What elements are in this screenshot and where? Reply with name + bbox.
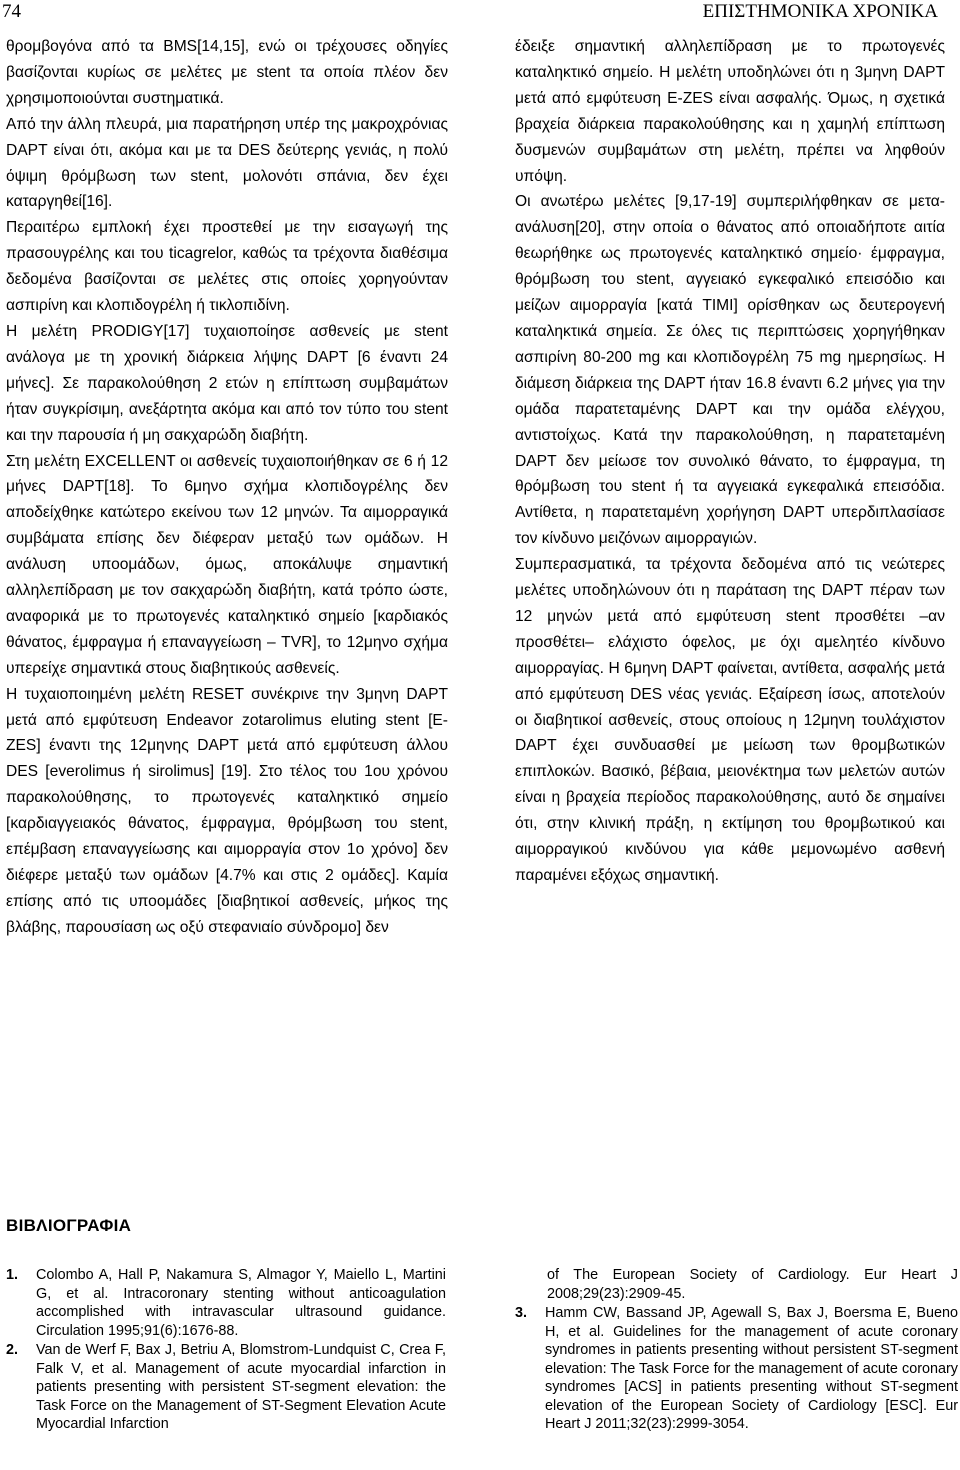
paragraph: Στη μελέτη EXCELLENT οι ασθενείς τυχαιοποιήθηκαν σε 6 ή 12 μήνες DAPT[18]. Το 6μηνο σχήμα κλοπιδογρέλης δεν αποδείχθηκε κατώτερο εκείνου των 12 μηνών. Τα αιμορραγικά συμβάματα επίσης δεν διέφεραν μεταξύ των ομάδων. Η ανάλυση υποομάδων, όμως, αποκάλυψε σημαντική αλληλεπίδραση με τον σακχαρώδη διαβήτη, κατά τρόπο ώστε, αναφορικά με το πρωτογενές καταληκτικό σημείο [καρδιακός θάνατος, έμφραγμα ή επαναγγείωση – TVR], το 12μηνο σχήμα υπερείχε σημαντικά στους διαβητικούς ασθενείς.: [6, 452, 448, 677]
paragraph: Η μελέτη PRODIGY[17] τυχαιοποίησε ασθενείς με stent ανάλογα με τη χρονική διάρκεια λήψης DAPT [6 έναντι 24 μήνες]. Σε παρακολούθηση 2 ετών η επίπτωση συμβαμάτων ήταν συγκρίσιμη, ανεξάρτητα ακόμα και από τον τύπο του stent και την παρουσία ή μη σακχαρώδη διαβήτη.: [6, 322, 448, 444]
page-header: [0, 0, 960, 26]
reference-number: 2.: [6, 1342, 19, 1358]
reference-text: Van de Werf F, Bax J, Betriu A, Blomstrom-Lundquist C, Crea F, Falk V, et al. Management of acute myocardial infarction in patients presenting with persistent ST-segment elevation: the Task Force on the Management of ST-Segment Elevation Acute Myocardial Infarction: [36, 1342, 446, 1432]
paragraph: Από την άλλη πλευρά, μια παρατήρηση υπέρ της μακροχρόνιας DAPT είναι ότι, ακόμα και με τα DES δεύτερης γενιάς, η πολύ όψιμη θρόμβωση των stent, μολονότι σπάνια, δεν έχει καταργηθεί[16].: [6, 115, 448, 211]
reference-item: [6, 1266, 446, 1340]
reference-item-continued: [515, 1266, 958, 1303]
references-right-column: [515, 1266, 958, 1435]
paragraph: Η τυχαιοποιημένη μελέτη RESET συνέκρινε την 3μηνη DAPT μετά από εμφύτευση Endeavor zotarolimus eluting stent [E-ZES] έναντι της 12μηνης DAPT μετά από εμφύτευση άλλου DES [everolimus ή sirolimus] [19]. Στο τέλος του 1ου χρόνου παρακολούθησης, το πρωτογενές καταληκτικό σημείο [καρδιαγγειακός θάνατος, έμφραγμα, θρόμβωση του stent, επέμβαση επαναγγείωσης και αιμορραγία στον 1ο χρόνο] δεν διέφερε μεταξύ των ομάδων [4.7% και στις 2 ομάδες]. Καμία επίσης από τις υποομάδες [διαβητικοί ασθενείς, μήκος της βλάβης, παρουσίαση ως οξύ στεφανιαίο σύνδρομο] δεν: [6, 685, 448, 936]
paragraph: θρομβογόνα από τα BMS[14,15], ενώ οι τρέχουσες οδηγίες βασίζονται κυρίως σε μελέτες με stent τα οποία πλέον δεν χρησιμοποιούνται συστηματικά.: [6, 38, 448, 107]
reference-item: [515, 1304, 958, 1434]
references-heading: ΒΙΒΛΙΟΓΡΑΦΙΑ: [6, 1216, 132, 1235]
reference-number: 1.: [6, 1267, 19, 1283]
paragraph: έδειξε σημαντική αλληλεπίδραση με το πρωτογενές καταληκτικό σημείο. Η μελέτη υποδηλώνει ότι η 3μηνη DAPT μετά από εμφύτευση E-ZES είναι ασφαλής. Όμως, η σχετικά βραχεία διάρκεια παρακολούθησης και η χαμηλή επίπτωση δυσμενών συμβαμάτων στη μελέτη, πρέπει να ληφθούν υπόψη.: [515, 38, 945, 185]
reference-text: Colombo A, Hall P, Nakamura S, Almagor Y, Maiello L, Martini G, et al. Intracoronary stenting without anticoagulation accomplished with intravascular ultrasound guidance. Circulation 1995;91(6):1676-88.: [36, 1267, 446, 1339]
journal-title: ΕΠΙΣΤΗΜΟΝΙΚΑ ΧΡΟΝΙΚΑ: [702, 1, 938, 22]
left-text-column: [6, 34, 448, 941]
right-text-column: [515, 34, 945, 889]
reference-text: of The European Society of Cardiology. Eur Heart J 2008;29(23):2909-45.: [547, 1267, 958, 1302]
page-number: 74: [2, 1, 21, 22]
paragraph: Οι ανωτέρω μελέτες [9,17-19] συμπεριλήφθηκαν σε μετα-ανάλυση[20], στην οποία ο θάνατος από οποιαδήποτε αιτία θεωρήθηκε ως πρωτογενές καταληκτικό σημείο· έμφραγμα, θρόμβωση του stent, αγγειακό εγκεφαλικό επεισόδιο και μείζων αιμορραγία [κατά TIMI] ορίσθηκαν ως δευτερογενή καταληκτικά σημεία. Σε όλες τις περιπτώσεις χορηγήθηκαν ασπιρίνη 80-200 mg και κλοπιδογρέλη 75 mg ημερησίως. Η διάμεση διάρκεια της DAPT ήταν 16.8 έναντι 6.2 μήνες για την ομάδα παρατεταμένης DAPT και την ομάδα ελέγχου, αντιστοίχως. Κατά την παρακολούθηση, η παρατεταμένη DAPT δεν μείωσε τον συνολικό θάνατο, το έμφραγμα, τη θρόμβωση του stent ή τα αγγειακά εγκεφαλικά επεισόδια. Αντίθετα, η παρατεταμένη χορήγηση DAPT υπερδιπλασίασε τον κίνδυνο μειζόνων αιμορραγιών.: [515, 193, 945, 548]
references-left-column: [6, 1266, 446, 1435]
reference-number: 3.: [515, 1305, 528, 1321]
paragraph: Συμπερασματικά, τα τρέχοντα δεδομένα από τις νεώτερες μελέτες υποδηλώνουν ότι η παράταση της DAPT πέραν των 12 μηνών μετά από εμφύτευση stent προσθέτει –αν προσθέτει– ελάχιστο όφελος, με όχι αμελητέο κίνδυνο αιμορραγίας. Η 6μηνη DAPT φαίνεται, αντίθετα, ασφαλής μετά από εμφύτευση DES νέας γενιάς. Εξαίρεση ίσως, αποτελούν οι διαβητικοί ασθενείς, στους οποίους η 12μηνη τουλάχιστον DAPT έχει συνδυασθεί με μείωση των θρομβωτικών επιπλοκών. Βασικό, βέβαια, μειονέκτημα των μελετών αυτών είναι η βραχεία περίοδος παρακολούθησης, αυτό δε σημαίνει ότι, στην κλινική πράξη, η εκτίμηση του θρομβωτικού και αιμορραγικού κινδύνου για κάθε μεμονωμένο ασθενή παραμένει εξόχως σημαντική.: [515, 556, 945, 884]
reference-text: Hamm CW, Bassand JP, Agewall S, Bax J, Boersma E, Bueno H, et al. Guidelines for the management of acute coronary syndromes in patients presenting without persistent ST-segment elevation: The Task Force for the management of acute coronary syndromes [ACS] in patients presenting without ST-segment elevation of the European Society of Cardiology [ESC]. Eur Heart J 2011;32(23):2999-3054.: [545, 1305, 958, 1432]
paragraph: Περαιτέρω εμπλοκή έχει προστεθεί με την εισαγωγή της πρασουγρέλης και του ticagrelor, καθώς τα τρέχοντα διαθέσιμα δεδομένα βασίζονται σε μελέτες στις οποίες χορηγούνταν ασπιρίνη και κλοπιδογρέλη ή τικλοπιδίνη.: [6, 219, 448, 315]
reference-item: [6, 1341, 446, 1434]
